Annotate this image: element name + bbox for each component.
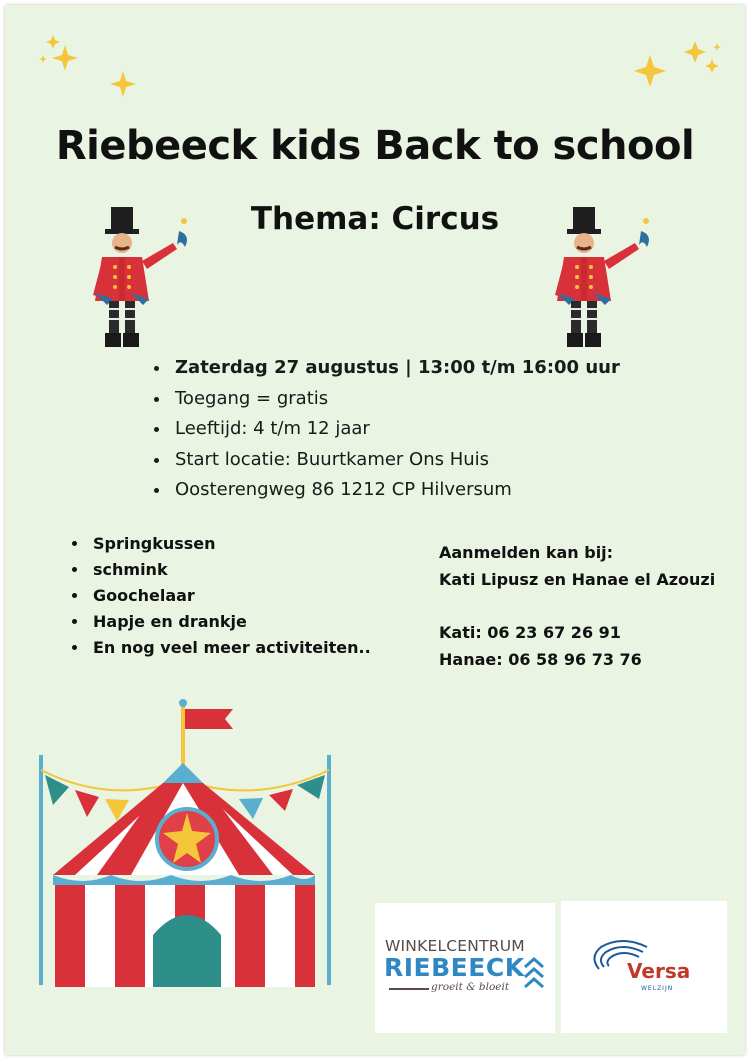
event-details-list (153, 353, 620, 506)
list-item: • schmink (89, 557, 371, 583)
winkelcentrum-logo-line2: RIEBEECK (384, 953, 525, 982)
versa-logo-name: Versa (627, 959, 691, 983)
versa-logo-sub: WELZIJN (641, 985, 674, 992)
sparkle-icon (35, 25, 145, 105)
ringmaster-illustration (87, 205, 197, 350)
list-item: • Springkussen (89, 531, 371, 557)
list-item: • Zaterdag 27 augustus | 13:00 t/m 16:00 uur (171, 353, 620, 384)
contact-names: Kati Lipusz en Hanae el Azouzi (439, 570, 716, 589)
divider-line (389, 987, 429, 991)
chevron-up-icon (523, 955, 545, 995)
winkelcentrum-logo-line1: WINKELCENTRUM (385, 937, 525, 955)
winkelcentrum-tagline: groeit & bloeit (431, 981, 510, 993)
list-item: • Start locatie: Buurtkamer Ons Huis (171, 445, 620, 476)
poster-subtitle: Thema: Circus (250, 201, 500, 237)
circus-tent-illustration (35, 695, 335, 995)
list-item: • Toegang = gratis (171, 384, 620, 415)
contact-phone-hanae: Hanae: 06 58 96 73 76 (439, 650, 642, 669)
poster-title: Riebeeck kids Back to school (55, 123, 695, 169)
list-item: • En nog veel meer activiteiten.. (89, 635, 371, 661)
contact-heading: Aanmelden kan bij: (439, 543, 614, 562)
ringmaster-illustration (549, 205, 659, 350)
list-item: • Hapje en drankje (89, 609, 371, 635)
contact-block (439, 539, 715, 673)
contact-phone-kati: Kati: 06 23 67 26 91 (439, 623, 621, 642)
winkelcentrum-logo (375, 903, 555, 1033)
list-item: • Leeftijd: 4 t/m 12 jaar (171, 414, 620, 445)
versa-logo (561, 901, 727, 1033)
list-item: • Oosterengweg 86 1212 CP Hilversum (171, 475, 620, 506)
sparkle-icon (625, 35, 735, 105)
list-item: • Goochelaar (89, 583, 371, 609)
poster (5, 5, 745, 1055)
activities-list (73, 531, 371, 661)
